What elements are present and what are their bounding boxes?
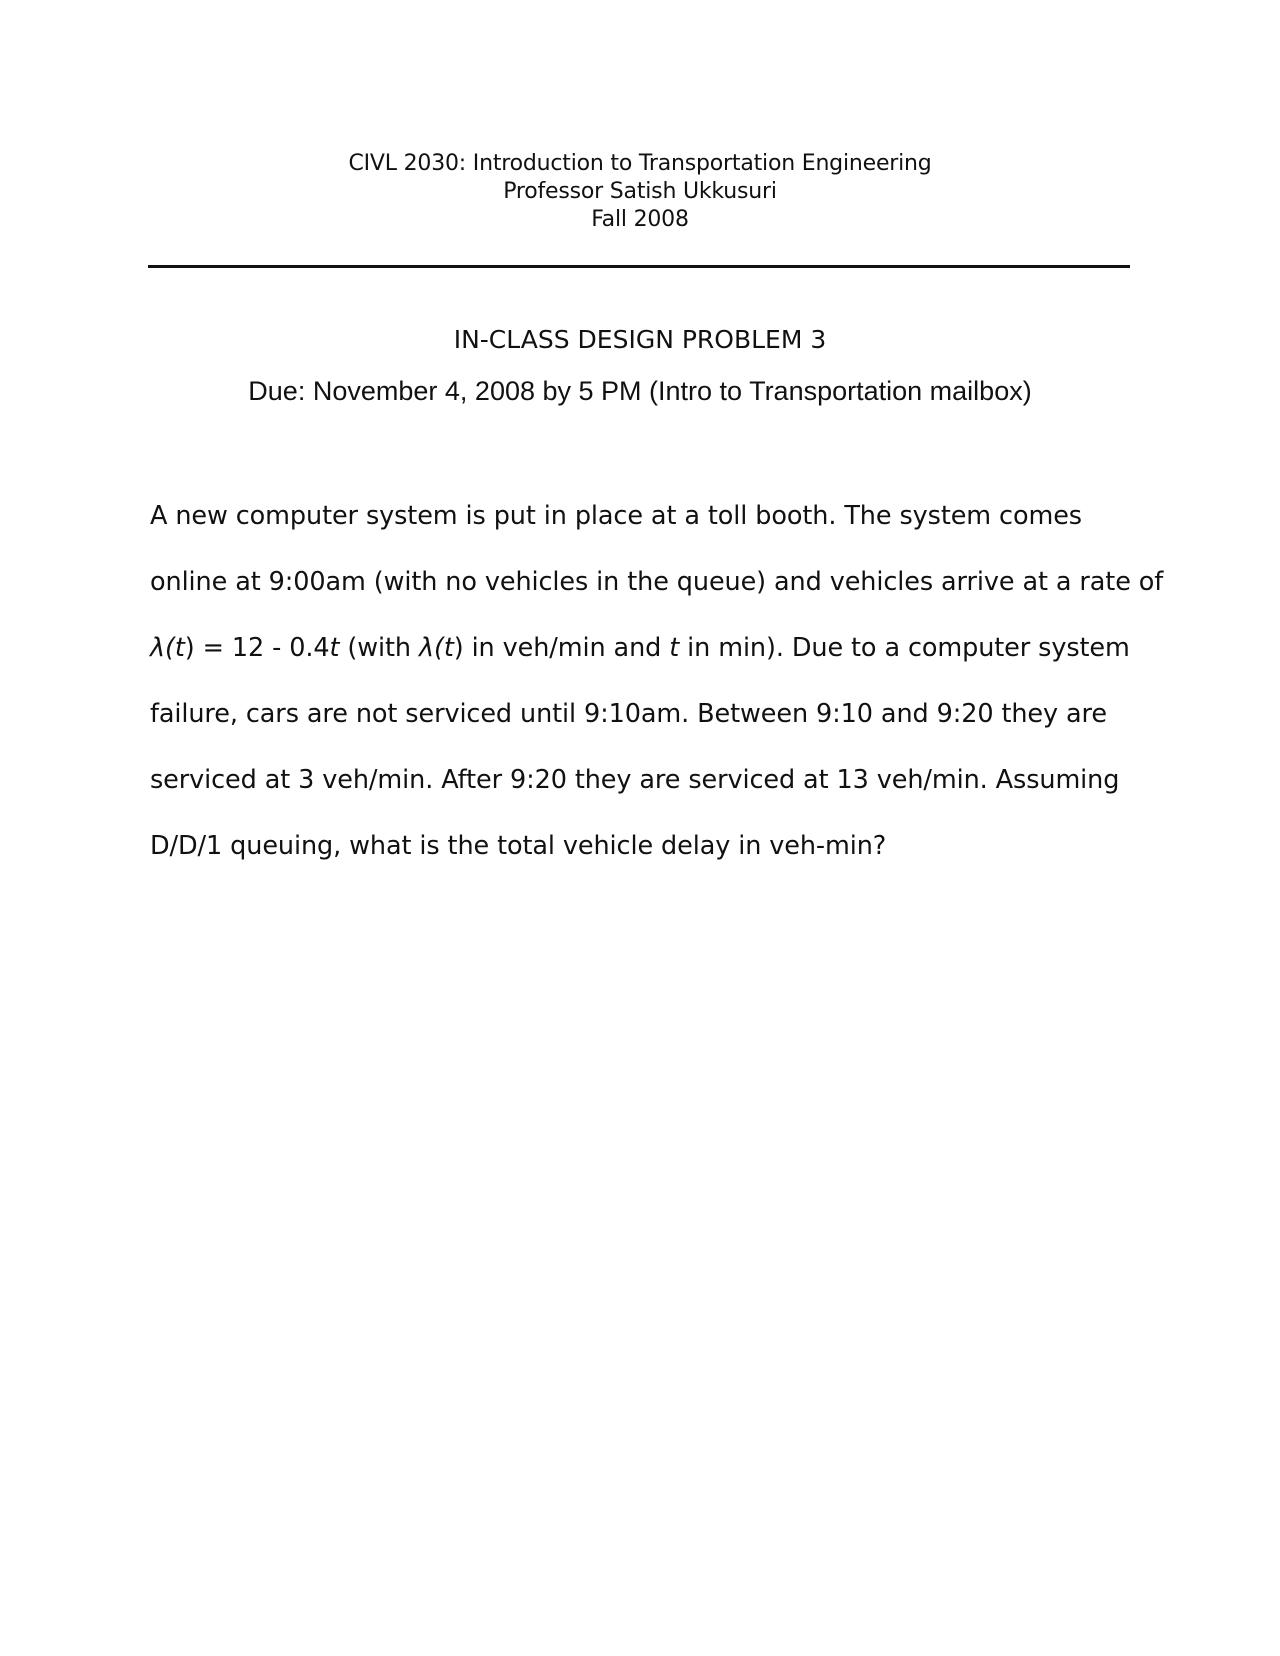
problem-title: IN-CLASS DESIGN PROBLEM 3 <box>453 325 827 354</box>
problem-statement <box>150 500 1164 896</box>
document-header <box>0 150 1280 234</box>
problem-line: A new computer system is put in place at a toll booth. The system comes <box>150 501 1082 531</box>
problem-line: online at 9:00am (with no vehicles in the queue) and vehicles arrive at a rate of <box>150 567 1164 597</box>
due-label: Due: <box>248 376 306 406</box>
equation-text: (with <box>339 633 419 663</box>
t-variable: t <box>329 633 340 663</box>
problem-line-equation <box>150 632 1140 698</box>
due-date: November 4, 2008 by 5 PM (Intro to Transportation mailbox) <box>312 376 1032 406</box>
professor-name: Professor Satish Ukkusuri <box>503 179 777 204</box>
lambda-symbol: λ( <box>150 633 175 663</box>
problem-line: D/D/1 queuing, what is the total vehicle delay in veh-min? <box>150 831 887 861</box>
course-title: CIVL 2030: Introduction to Transportation Engineering <box>348 151 932 176</box>
problem-line: failure, cars are not serviced until 9:10am. Between 9:10 and 9:20 they are <box>150 699 1107 729</box>
header-divider <box>148 265 1130 268</box>
equation-text: ) = 12 - 0.4 <box>184 633 330 663</box>
t-variable: t <box>174 633 185 663</box>
term: Fall 2008 <box>591 207 689 232</box>
lambda-symbol: λ( <box>418 633 444 663</box>
equation-text: in min). Due to a computer system <box>679 633 1130 663</box>
t-variable: t <box>443 633 454 663</box>
problem-line: serviced at 3 veh/min. After 9:20 they are serviced at 13 veh/min. Assuming <box>150 765 1120 795</box>
equation-text: ) in veh/min and <box>453 633 670 663</box>
t-variable: t <box>669 633 680 663</box>
due-line <box>0 374 1280 408</box>
